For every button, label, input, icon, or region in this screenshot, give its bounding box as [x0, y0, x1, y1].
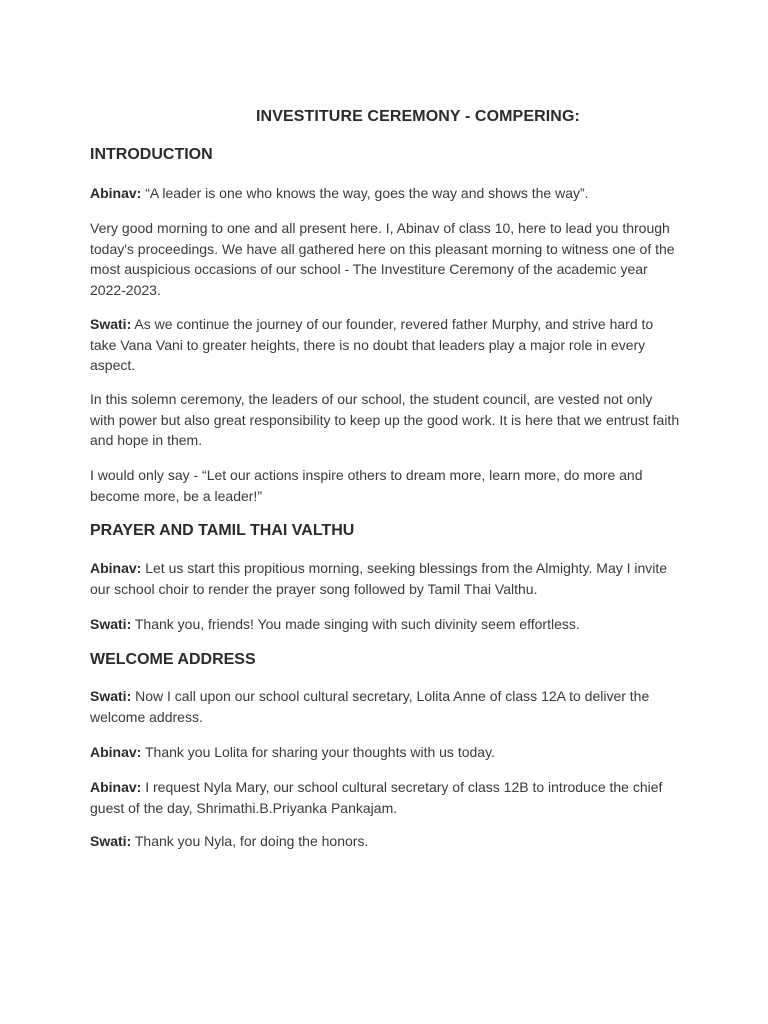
speaker-name: Swati:: [90, 688, 132, 704]
speaker-name: Abinav:: [90, 185, 142, 201]
paragraph-text: Very good morning to one and all present here. I, Abinav of class 10, here to lead you through today's proceedings. We have all gathered here on this pleasant morning to witness one of the most auspicious occasions of our school - The Investiture Ceremony of the academic year 2022-2023.: [90, 220, 675, 298]
paragraph: [90, 465, 680, 506]
speaker-name: Abinav:: [90, 560, 142, 576]
paragraph-text: As we continue the journey of our founder, revered father Murphy, and strive hard to take Vana Vani to greater heights, there is no doubt that leaders play a major role in every aspect.: [90, 316, 654, 373]
paragraph-text: Thank you Nyla, for doing the honors.: [134, 833, 369, 849]
paragraph: [90, 777, 680, 818]
paragraph-text: “A leader is one who knows the way, goes the way and shows the way”.: [145, 185, 589, 201]
paragraph: [90, 183, 680, 204]
speaker-name: Swati:: [90, 616, 132, 632]
paragraph-text: Thank you Lolita for sharing your thoughts with us today.: [144, 744, 495, 760]
document-title: INVESTITURE CEREMONY - COMPERING:: [256, 108, 580, 125]
paragraph: [90, 686, 680, 727]
paragraph-text: I would only say - “Let our actions inspire others to dream more, learn more, do more and become more, be a leader!”: [90, 467, 643, 504]
paragraph: [90, 558, 680, 599]
paragraph-text: I request Nyla Mary, our school cultural secretary of class 12B to introduce the chief guest of the day, Shrimathi.B.Priyanka Pankajam.: [90, 779, 663, 816]
speaker-name: Swati:: [90, 833, 132, 849]
paragraph: [90, 831, 680, 852]
paragraph-text: Thank you, friends! You made singing with such divinity seem effortless.: [134, 616, 580, 632]
paragraph: [90, 389, 680, 451]
section-heading-welcome-address: WELCOME ADDRESS: [90, 651, 256, 668]
paragraph: [90, 218, 680, 300]
section-heading-prayer: PRAYER AND TAMIL THAI VALTHU: [90, 522, 355, 539]
paragraph: [90, 614, 680, 635]
speaker-name: Swati:: [90, 316, 132, 332]
speaker-name: Abinav:: [90, 779, 142, 795]
paragraph-text: Let us start this propitious morning, seeking blessings from the Almighty. May I invite our school choir to render the prayer song followed by Tamil Thai Valthu.: [90, 560, 668, 597]
paragraph-text: Now I call upon our school cultural secretary, Lolita Anne of class 12A to deliver the welcome address.: [90, 688, 650, 725]
section-heading-introduction: INTRODUCTION: [90, 146, 213, 163]
paragraph: [90, 742, 680, 763]
speaker-name: Abinav:: [90, 744, 142, 760]
paragraph-text: In this solemn ceremony, the leaders of our school, the student council, are vested not only with power but also great responsibility to keep up the good work. It is here that we entrust faith and hope in them.: [90, 391, 680, 448]
paragraph: [90, 314, 680, 376]
